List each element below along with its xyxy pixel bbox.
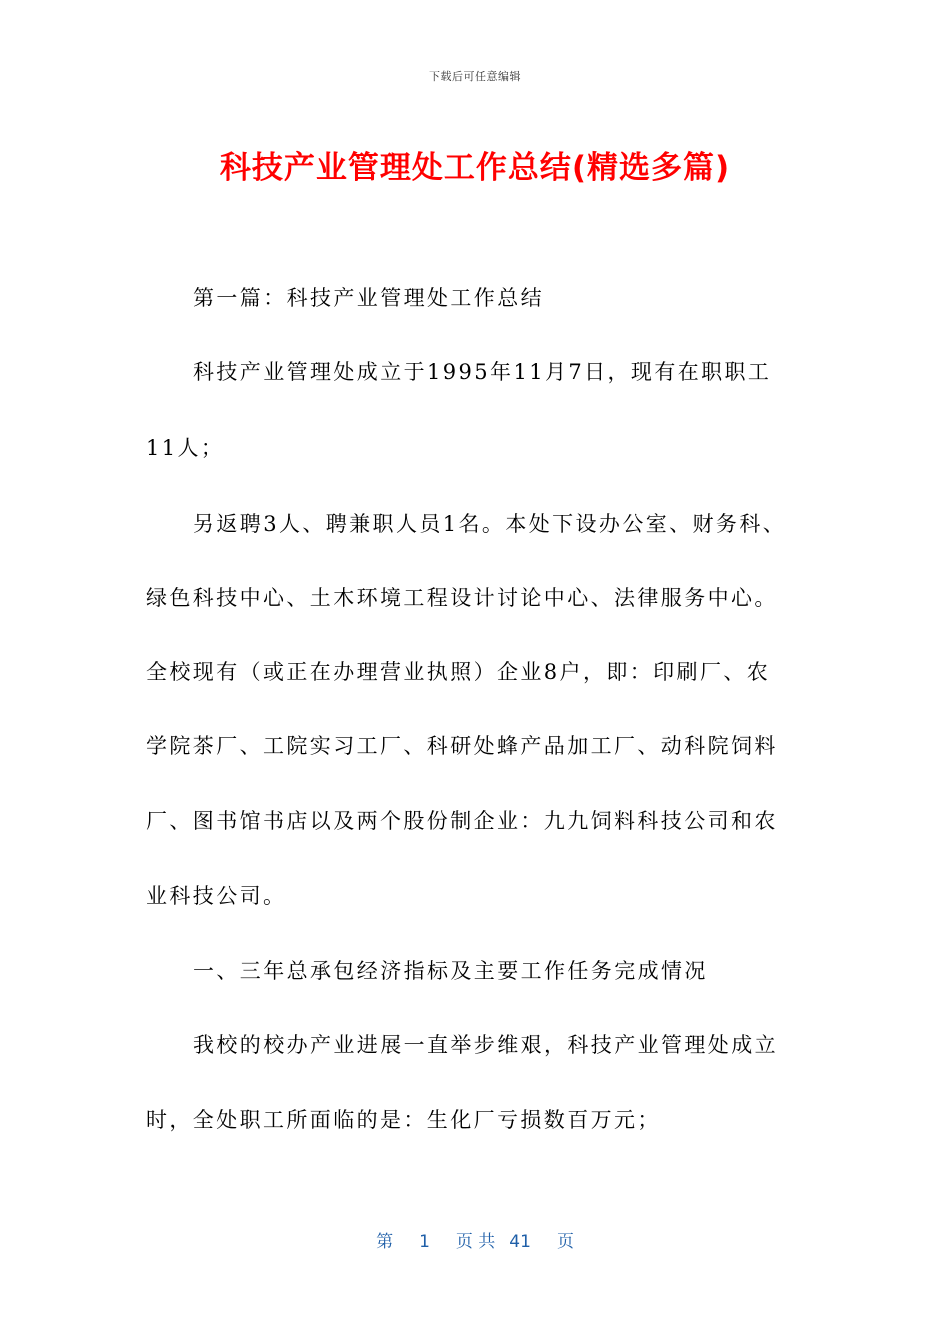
paragraph-line: 另返聘3人、聘兼职人员1名。本处下设办公室、财务科、	[193, 512, 787, 536]
document-title: 科技产业管理处工作总结(精选多篇)	[219, 150, 731, 186]
paragraph-line: 绿色科技中心、土木环境工程设计讨论中心、法律服务中心。	[146, 586, 778, 610]
section-heading: 第一篇：科技产业管理处工作总结	[193, 286, 544, 310]
paragraph-line: 时，全处职工所面临的是：生化厂亏损数百万元；	[146, 1108, 661, 1132]
footer-suffix: 页	[556, 1232, 574, 1252]
current-page-number: 1	[419, 1232, 430, 1252]
footer-middle: 页 共	[455, 1232, 496, 1252]
header-note: 下载后可任意编辑	[429, 70, 521, 83]
page-footer	[0, 1227, 950, 1252]
paragraph-line: 厂、图书馆书店以及两个股份制企业：九九饲料科技公司和农	[146, 809, 778, 833]
paragraph-line: 科技产业管理处成立于1995年11月7日，现有在职职工	[193, 360, 772, 384]
paragraph-line: 我校的校办产业进展一直举步维艰，科技产业管理处成立	[193, 1033, 778, 1057]
subsection-heading: 一、三年总承包经济指标及主要工作任务完成情况	[193, 959, 708, 983]
paragraph-line: 11人；	[146, 436, 225, 460]
total-page-count: 41	[509, 1232, 531, 1252]
paragraph-line: 学院茶厂、工院实习工厂、科研处蜂产品加工厂、动科院饲料	[146, 734, 778, 758]
paragraph-line: 业科技公司。	[146, 884, 287, 908]
paragraph-line: 全校现有（或正在办理营业执照）企业8户，即：印刷厂、农	[146, 660, 771, 684]
footer-prefix: 第	[376, 1232, 394, 1252]
